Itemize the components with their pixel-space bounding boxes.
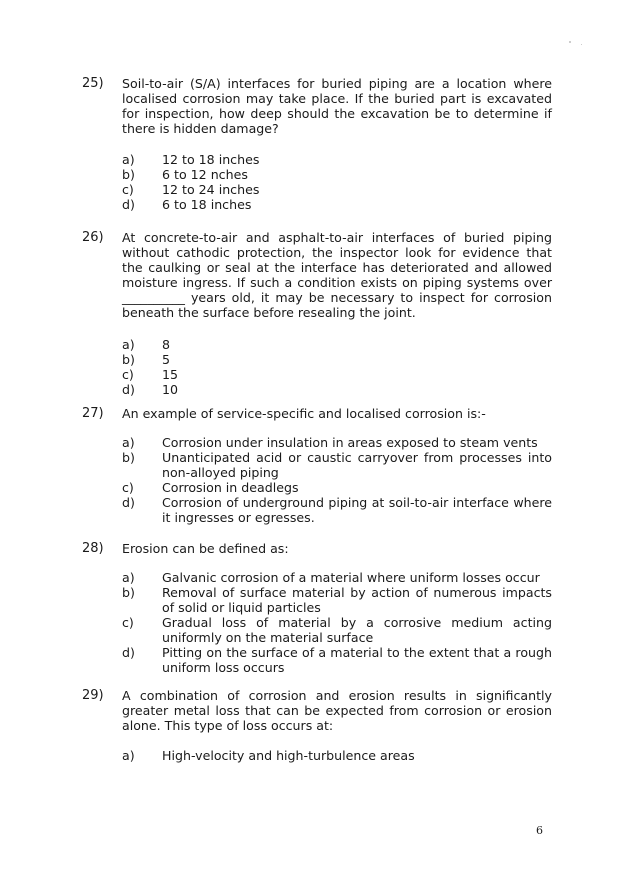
option-d [122,197,552,212]
question-stem: A combination of corrosion and erosion results in significantly greater metal loss that can be expected from corrosion or erosion alone. This type of loss occurs at: [122,688,552,733]
option-letter: c) [122,480,134,495]
option-text: 6 to 12 nches [162,167,248,182]
option-text: 5 [162,352,171,367]
option-letter: a) [122,435,135,450]
option-text: High-velocity and high-turbulence areas [162,748,415,763]
option-letter: b) [122,167,135,182]
option-text: Galvanic corrosion of a material where uniform losses occur [162,570,540,585]
option-b [122,450,552,480]
option-letter: a) [122,152,135,167]
option-a [122,337,552,352]
option-letter: b) [122,352,135,367]
option-text: Removal of surface material by action of numerous impacts of solid or liquid particles [162,585,552,615]
question-number: 28) [82,541,104,556]
option-text: Unanticipated acid or caustic carryover from processes into non-alloyed piping [162,450,552,480]
option-letter: d) [122,645,135,660]
option-list [122,570,552,675]
answer-blank: __________ [122,290,185,305]
option-letter: a) [122,748,135,763]
question-stem: Erosion can be defined as: [122,541,289,556]
option-a [122,570,552,585]
question-stem: Soil-to-air (S/A) interfaces for buried piping are a location where localised corrosion may take place. If the buried part is excavated for inspection, how deep should the excavation be to determine if there is hidden damage? [122,76,552,136]
option-d [122,645,552,675]
option-letter: d) [122,197,135,212]
option-text: Gradual loss of material by a corrosive medium acting uniformly on the material surface [162,615,552,645]
option-list [122,152,552,212]
option-b [122,352,552,367]
option-list [122,748,552,763]
option-text: Corrosion of underground piping at soil-to-air interface where it ingresses or egresses. [162,495,552,525]
question-number: 29) [82,688,104,703]
option-b [122,585,552,615]
scan-speck [581,44,582,45]
option-d [122,495,552,525]
option-c [122,615,552,645]
question-number: 27) [82,406,104,421]
option-a [122,748,552,763]
page-number: 6 [536,824,543,837]
option-letter: a) [122,337,135,352]
option-letter: b) [122,450,135,465]
option-letter: c) [122,182,134,197]
option-text: Corrosion under insulation in areas exposed to steam vents [162,435,538,450]
option-text: 12 to 18 inches [162,152,260,167]
option-letter: c) [122,367,134,382]
option-list [122,435,552,525]
option-b [122,167,552,182]
question-stem [122,230,552,320]
question-stem-part1: At concrete-to-air and asphalt-to-air interfaces of buried piping without cathodic protection, the inspector look for evidence that the caulking or seal at the interface has deteriorated and allowed moisture ingress. If such a condition exists on piping systems over [122,230,552,290]
option-letter: c) [122,615,134,630]
question-stem-part2: years old, it may be necessary to inspect for corrosion beneath the surface before resealing the joint. [122,290,552,320]
option-text: Corrosion in deadlegs [162,480,299,495]
option-a [122,435,552,450]
question-stem: An example of service-specific and localised corrosion is:- [122,406,486,421]
option-a [122,152,552,167]
option-c [122,367,552,382]
option-text: Pitting on the surface of a material to the extent that a rough uniform loss occurs [162,645,552,675]
option-c [122,182,552,197]
option-letter: a) [122,570,135,585]
option-text: 12 to 24 inches [162,182,260,197]
option-text: 8 [162,337,171,352]
option-letter: d) [122,495,135,510]
option-c [122,480,552,495]
scan-speck [569,41,571,43]
option-letter: d) [122,382,135,397]
question-number: 25) [82,76,104,91]
option-text: 6 to 18 inches [162,197,252,212]
option-list [122,337,552,397]
option-d [122,382,552,397]
option-letter: b) [122,585,135,600]
option-text: 15 [162,367,179,382]
question-number: 26) [82,230,104,245]
option-text: 10 [162,382,179,397]
